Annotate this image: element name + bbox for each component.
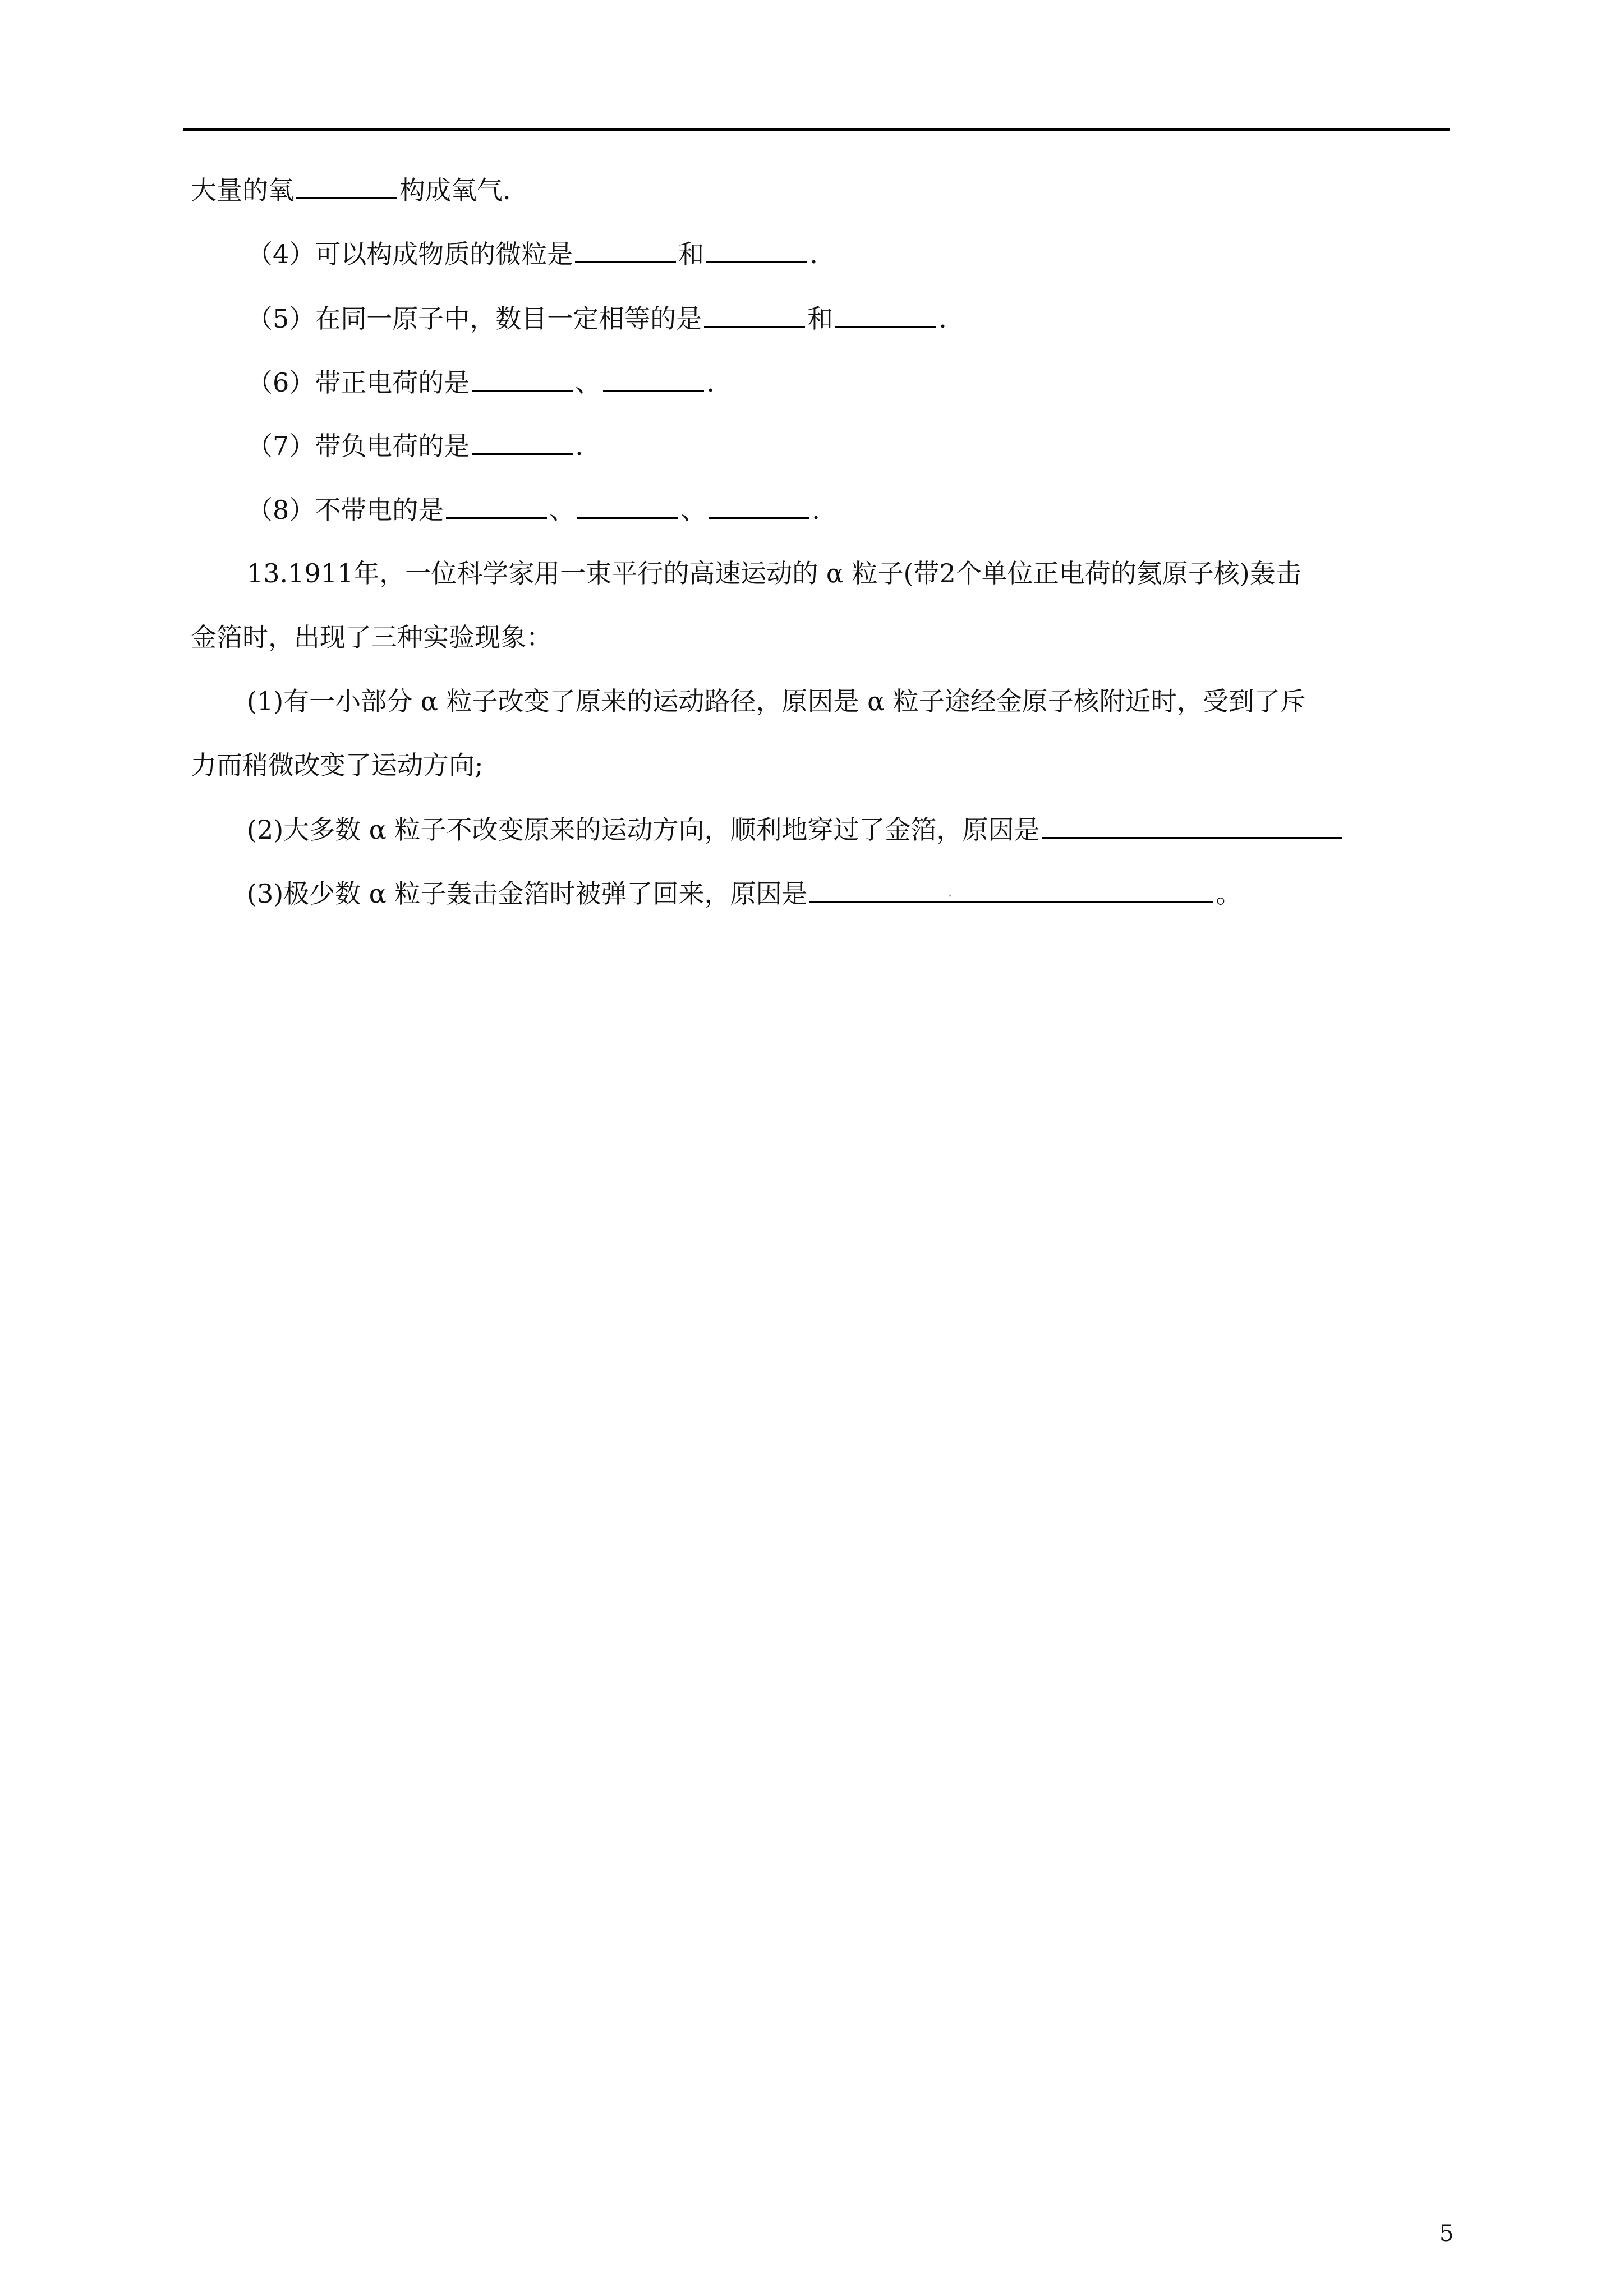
blank-line	[835, 301, 936, 328]
question-13-line-2: 金箔时，出现了三种实验现象：	[191, 622, 552, 652]
text: （5）在同一原子中，数目一定相等的是	[247, 303, 702, 334]
text: 。	[1216, 878, 1242, 909]
text: 大量的氧	[191, 175, 294, 205]
line-8	[247, 493, 820, 527]
line-7	[247, 429, 583, 463]
blank-line	[603, 365, 704, 392]
text: 和	[807, 303, 834, 334]
text: (3)极少数 α 粒子轰击金箔时被弹了回来，原因是	[247, 878, 808, 909]
blank-line	[472, 429, 573, 455]
line-4	[247, 237, 818, 271]
blank-line	[575, 237, 676, 263]
blank-line	[577, 493, 678, 519]
blank-line	[446, 493, 547, 519]
phenomenon-1-line-1: (1)有一小部分 α 粒子改变了原来的运动路径，原因是 α 粒子途经金原子核附近时，受到了斥	[247, 686, 1306, 716]
text: （6）带正电荷的是	[247, 367, 470, 398]
line-oxygen	[191, 173, 511, 207]
text: .	[812, 495, 820, 525]
blank-line	[704, 301, 805, 328]
phenomenon-1-line-2: 力而稍微改变了运动方向;	[191, 750, 484, 780]
blank-line	[809, 876, 1213, 903]
text: （4）可以构成物质的微粒是	[247, 239, 573, 269]
line-5	[247, 301, 947, 335]
blank-line	[709, 493, 809, 519]
text: .	[575, 431, 583, 461]
text: .	[706, 367, 715, 398]
blank-line	[472, 365, 573, 392]
blank-line	[296, 173, 397, 199]
text: .	[938, 303, 947, 334]
text: 构成氧气.	[399, 175, 511, 205]
phenomenon-2	[247, 812, 1344, 846]
text: 、	[575, 367, 601, 398]
text: （7）带负电荷的是	[247, 431, 470, 461]
text: (2)大多数 α 粒子不改变原来的运动方向，顺利地穿过了金箔，原因是	[247, 815, 1040, 845]
text: 、	[549, 495, 576, 525]
text: 、	[680, 495, 707, 525]
blank-line	[1042, 812, 1342, 839]
text: .	[809, 239, 818, 269]
header-rule	[183, 128, 1450, 131]
line-6	[247, 365, 715, 399]
text: （8）不带电的是	[247, 495, 444, 525]
question-13-line-1: 13.1911年，一位科学家用一束平行的高速运动的 α 粒子(带2个单位正电荷的氦原子核)轰击	[247, 558, 1301, 588]
phenomenon-3	[247, 876, 1241, 910]
page-number: 5	[1439, 2221, 1454, 2247]
text: 和	[678, 239, 705, 269]
blank-line	[706, 237, 807, 263]
mark-dot: .	[947, 881, 953, 901]
